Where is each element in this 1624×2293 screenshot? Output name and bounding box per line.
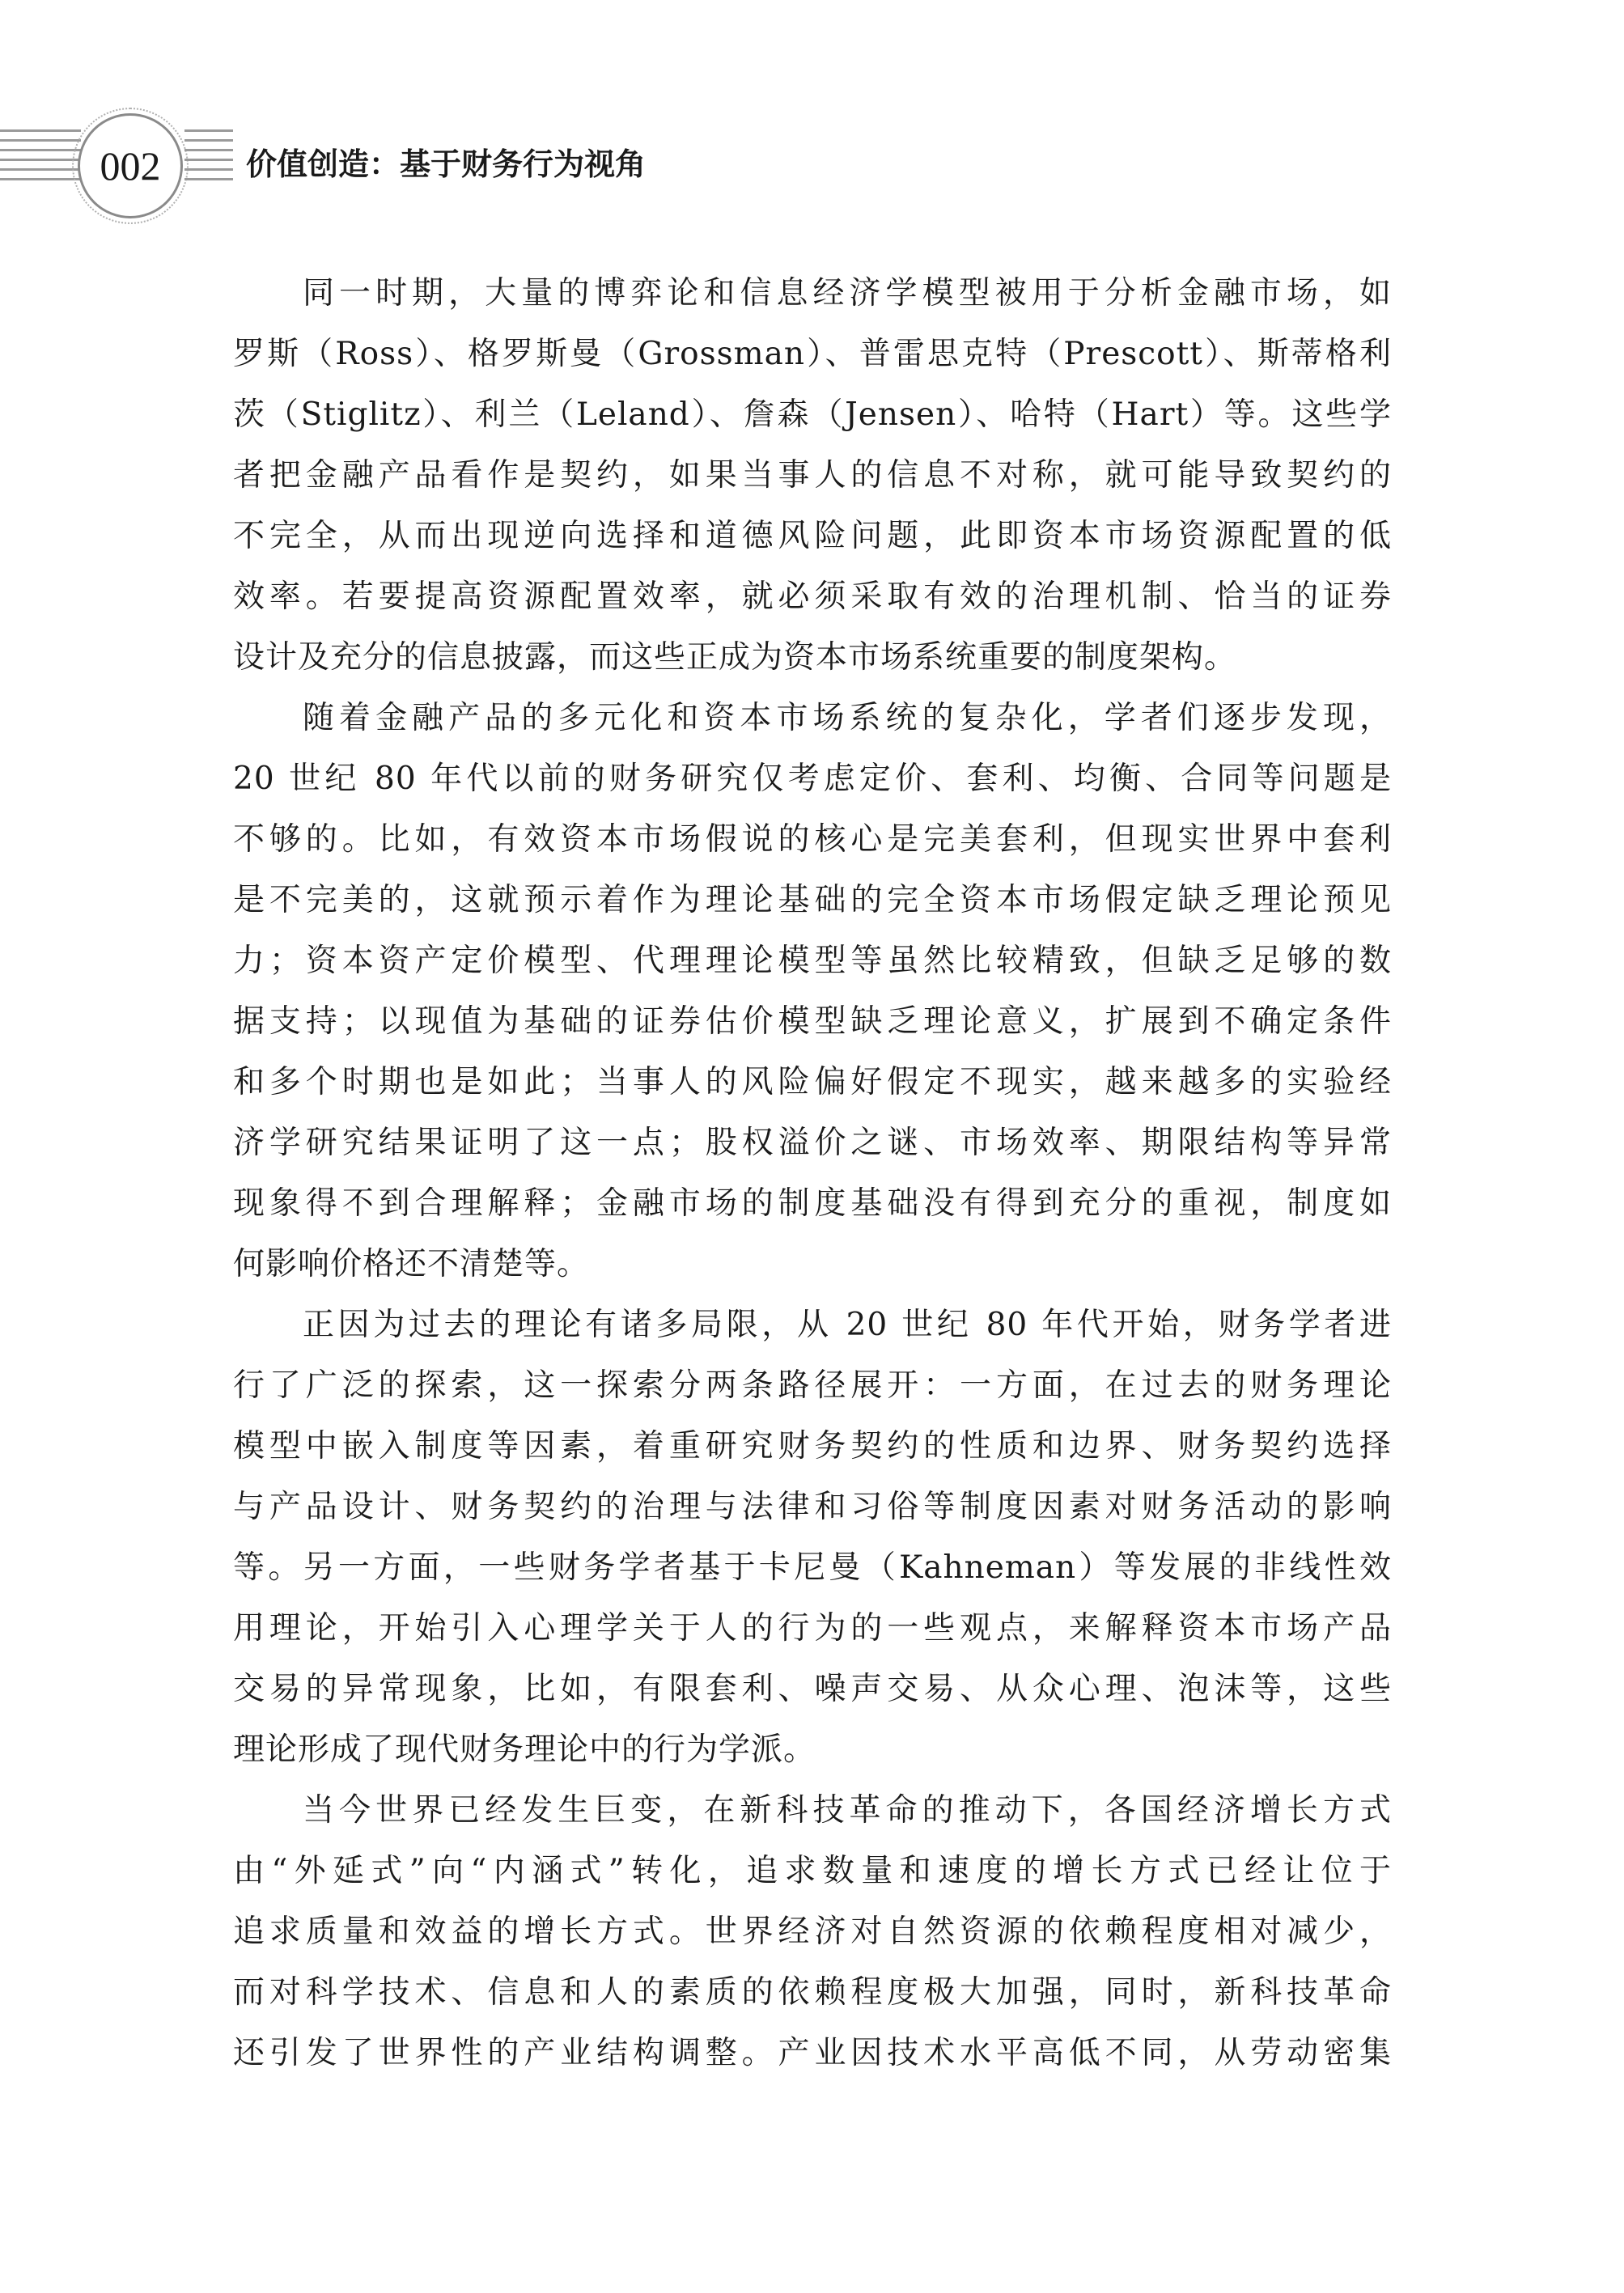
running-header [0, 97, 1624, 218]
paragraph-2-line-4: 是不完美的，这就预示着作为理论基础的完全资本市场假定缺乏理论预见 [233, 882, 1392, 918]
page-number-badge [78, 113, 183, 218]
paragraph-2-line-7: 和多个时期也是如此；当事人的风险偏好假定不现实，越来越多的实验经 [233, 1064, 1392, 1100]
paragraph-2-line-9: 现象得不到合理解释；金融市场的制度基础没有得到充分的重视，制度如 [233, 1185, 1392, 1222]
paragraph-1-line-3: 茨（Stiglitz）、利兰（Leland）、詹森（Jensen）、哈特（Hart）等。这些学 [233, 396, 1392, 433]
paragraph-2-line-2: 20 世纪 80 年代以前的财务研究仅考虑定价、套利、均衡、合同等问题是 [233, 761, 1392, 797]
paragraph-4-line-4: 而对科学技术、信息和人的素质的依赖程度极大加强，同时，新科技革命 [233, 1974, 1392, 2011]
header-rule-right [184, 129, 233, 188]
paragraph-4-line-1: 当今世界已经发生巨变，在新科技革命的推动下，各国经济增长方式 [303, 1792, 1392, 1829]
header-rule-left [0, 129, 81, 188]
paragraph-4-line-2: 由“外延式”向“内涵式”转化，追求数量和速度的增长方式已经让位于 [233, 1853, 1392, 1889]
paragraph-2-line-5: 力；资本资产定价模型、代理理论模型等虽然比较精致，但缺乏足够的数 [233, 943, 1392, 979]
paragraph-2-line-8: 济学研究结果证明了这一点；股权溢价之谜、市场效率、期限结构等异常 [233, 1125, 1392, 1161]
paragraph-3-line-8: 理论形成了现代财务理论中的行为学派。 [233, 1731, 816, 1768]
paragraph-2-line-6: 据支持；以现值为基础的证券估价模型缺乏理论意义，扩展到不确定条件 [233, 1003, 1392, 1040]
paragraph-1-line-5: 不完全，从而出现逆向选择和道德风险问题，此即资本市场资源配置的低 [233, 518, 1392, 554]
body-text [233, 263, 1392, 2083]
book-title: 价值创造：基于财务行为视角 [246, 146, 647, 182]
paragraph-2-line-3: 不够的。比如，有效资本市场假说的核心是完美套利，但现实世界中套利 [233, 821, 1392, 858]
page-number: 002 [100, 143, 161, 189]
paragraph-3-line-6: 用理论，开始引入心理学关于人的行为的一些观点，来解释资本市场产品 [233, 1610, 1392, 1647]
paragraph-3-line-2: 行了广泛的探索，这一探索分两条路径展开：一方面，在过去的财务理论 [233, 1367, 1392, 1404]
paragraph-1-line-4: 者把金融产品看作是契约，如果当事人的信息不对称，就可能导致契约的 [233, 457, 1392, 494]
paragraph-2-line-1: 随着金融产品的多元化和资本市场系统的复杂化，学者们逐步发现， [303, 700, 1392, 736]
paragraph-1-line-2: 罗斯（Ross）、格罗斯曼（Grossman）、普雷思克特（Prescott）、斯蒂格利 [233, 336, 1392, 372]
paragraph-3-line-4: 与产品设计、财务契约的治理与法律和习俗等制度因素对财务活动的影响 [233, 1489, 1392, 1525]
paragraph-2-line-10: 何影响价格还不清楚等。 [233, 1246, 590, 1282]
paragraph-3-line-3: 模型中嵌入制度等因素，着重研究财务契约的性质和边界、财务契约选择 [233, 1428, 1392, 1464]
paragraph-3-line-5: 等。另一方面，一些财务学者基于卡尼曼（Kahneman）等发展的非线性效 [233, 1549, 1392, 1586]
paragraph-4-line-3: 追求质量和效益的增长方式。世界经济对自然资源的依赖程度相对减少， [233, 1914, 1392, 1950]
paragraph-3-line-7: 交易的异常现象，比如，有限套利、噪声交易、从众心理、泡沫等，这些 [233, 1671, 1392, 1707]
paragraph-3-line-1: 正因为过去的理论有诸多局限，从 20 世纪 80 年代开始，财务学者进 [303, 1307, 1392, 1343]
paragraph-1-line-1: 同一时期，大量的博弈论和信息经济学模型被用于分析金融市场，如 [303, 275, 1392, 312]
paragraph-1-line-7: 设计及充分的信息披露，而这些正成为资本市场系统重要的制度架构。 [233, 639, 1237, 676]
paragraph-4-line-5: 还引发了世界性的产业结构调整。产业因技术水平高低不同，从劳动密集 [233, 2035, 1392, 2071]
paragraph-1-line-6: 效率。若要提高资源配置效率，就必须采取有效的治理机制、恰当的证券 [233, 579, 1392, 615]
